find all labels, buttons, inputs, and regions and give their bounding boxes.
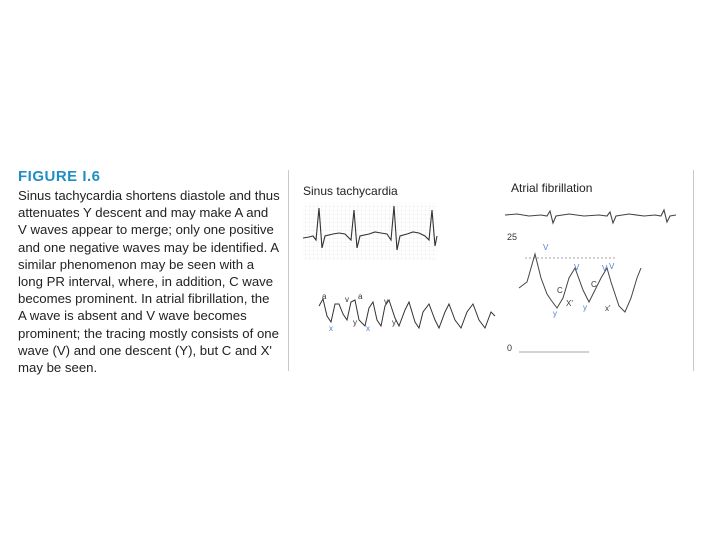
figure-label: FIGURE I.6 [18, 168, 101, 185]
figure-caption-text: Sinus tachycardia shortens diastole and thus attenuates Y descent and may make A and V waves appear to merge; only one positive and one negative waves may be identified. A similar phenomenon may be seen with a long PR interval, where, in addition, C wave becomes prominent. In atrial fibrillation, the A wave is absent and V wave becomes prominent; the tracing mostly consists of one wave (V) and one descent (Y), but C and X' may be seen. [18, 188, 280, 376]
wave-label-C1: C [557, 286, 563, 295]
wave-label-C2: C [591, 280, 597, 289]
wave-label-y-right2: y [583, 303, 587, 312]
right-panel-title: Atrial fibrillation [511, 181, 593, 195]
wave-label-a1: a [322, 292, 327, 301]
figure-graphic [289, 170, 693, 371]
figure-panel [288, 170, 694, 371]
wave-label-v1: v [345, 295, 349, 304]
wave-label-y-right1: y [553, 309, 557, 318]
ecg-trace-afib [505, 210, 676, 223]
figure-caption [18, 168, 280, 376]
jvp-trace-afib [519, 254, 641, 312]
wave-label-y2: y [392, 318, 396, 327]
left-panel-title: Sinus tachycardia [303, 184, 398, 198]
wave-label-V3: V [602, 264, 608, 273]
wave-label-x1: x [329, 324, 333, 333]
wave-label-y1: y [353, 318, 357, 327]
wave-label-xprime: x' [605, 304, 611, 313]
scale-label-0: 0 [507, 343, 513, 353]
wave-label-Xprime: X' [566, 299, 573, 308]
wave-label-V1: V [543, 243, 549, 252]
wave-label-a2: a [358, 292, 363, 301]
wave-label-V4: V [609, 262, 615, 271]
wave-label-v2: v [384, 297, 388, 306]
scale-label-25: 25 [507, 232, 518, 242]
ecg-grid-left [303, 203, 437, 261]
wave-label-V2: V [574, 263, 580, 272]
wave-label-x2: x [366, 324, 370, 333]
